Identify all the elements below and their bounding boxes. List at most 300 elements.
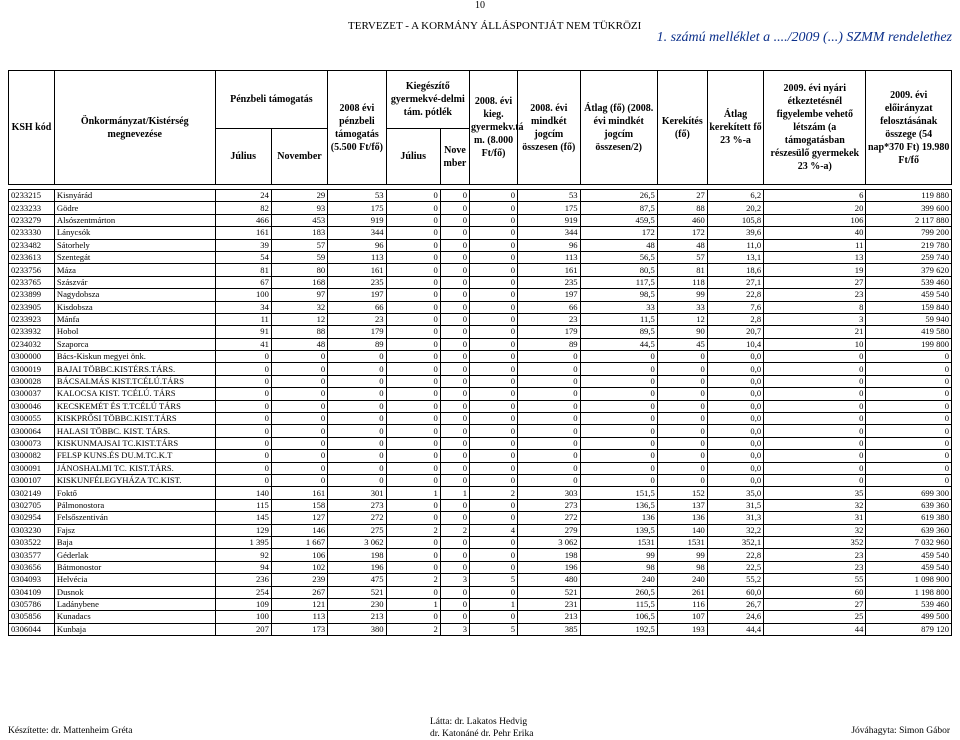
cell-value: 40	[764, 227, 866, 239]
cell-value: 8	[764, 301, 866, 313]
cell-value: 459 540	[866, 549, 952, 561]
cell-value: 106	[764, 214, 866, 226]
cell-value: 0	[440, 251, 469, 263]
col-group-penz: Pénzbeli támogatás	[215, 71, 328, 129]
cell-value: 0	[386, 276, 440, 288]
cell-value: 0,0	[707, 450, 763, 462]
cell-value: 0	[271, 450, 327, 462]
table-row	[9, 425, 952, 437]
cell-name: Gödre	[54, 202, 215, 214]
cell-value: 0	[518, 388, 581, 400]
cell-value: 0	[440, 425, 469, 437]
cell-value: 192,5	[580, 623, 657, 635]
cell-name: KECSKEMÉT ÉS T.TCÉLÚ TÁRS	[54, 400, 215, 412]
cell-value: 475	[328, 574, 386, 586]
cell-value: 13	[764, 251, 866, 263]
cell-name: Foktő	[54, 487, 215, 499]
cell-value: 173	[271, 623, 327, 635]
cell-value: 0	[386, 251, 440, 263]
table-row	[9, 561, 952, 573]
col-rounded: Kerekítés (fő)	[657, 71, 707, 185]
cell-value: 113	[518, 251, 581, 263]
cell-value: 139,5	[580, 524, 657, 536]
cell-value: 88	[271, 326, 327, 338]
cell-ksh-code: 0300055	[9, 413, 55, 425]
cell-value: 0	[386, 474, 440, 486]
cell-value: 0	[764, 375, 866, 387]
cell-value: 31	[764, 512, 866, 524]
table-row	[9, 202, 952, 214]
cell-value: 115	[215, 499, 271, 511]
cell-value: 199 800	[866, 338, 952, 350]
cell-value: 193	[657, 623, 707, 635]
cell-value: 0	[440, 611, 469, 623]
cell-value: 0	[440, 536, 469, 548]
cell-value: 275	[328, 524, 386, 536]
cell-name: Máza	[54, 264, 215, 276]
cell-value: 2	[386, 574, 440, 586]
table-row	[9, 276, 952, 288]
cell-value: 260,5	[580, 586, 657, 598]
cell-ksh-code: 0300107	[9, 474, 55, 486]
cell-value: 0	[215, 462, 271, 474]
cell-value: 466	[215, 214, 271, 226]
cell-value: 179	[518, 326, 581, 338]
cell-value: 239	[271, 574, 327, 586]
cell-value: 0	[580, 462, 657, 474]
cell-value: 60	[764, 586, 866, 598]
cell-ksh-code: 0302954	[9, 512, 55, 524]
cell-name: JÁNOSHALMI TC. KIST.TÁRS.	[54, 462, 215, 474]
cell-value: 0,0	[707, 375, 763, 387]
table-row	[9, 574, 952, 586]
cell-name: Bátmonostor	[54, 561, 215, 573]
cell-ksh-code: 0300046	[9, 400, 55, 412]
cell-value: 0	[580, 363, 657, 375]
cell-value: 0	[386, 586, 440, 598]
cell-value: 0	[470, 276, 518, 288]
cell-value: 0	[328, 363, 386, 375]
cell-name: KISKUNMAJSAI TC.KIST.TÁRS	[54, 437, 215, 449]
cell-value: 161	[328, 264, 386, 276]
cell-ksh-code: 0233905	[9, 301, 55, 313]
cell-value: 0	[580, 388, 657, 400]
table-row	[9, 499, 952, 511]
cell-ksh-code: 0300037	[9, 388, 55, 400]
table-row	[9, 351, 952, 363]
cell-value: 140	[215, 487, 271, 499]
cell-value: 0	[764, 450, 866, 462]
cell-name: Pálmonostora	[54, 499, 215, 511]
cell-value: 1	[440, 487, 469, 499]
cell-value: 0	[386, 301, 440, 313]
cell-value: 105,8	[707, 214, 763, 226]
table-row	[9, 524, 952, 536]
cell-value: 0	[866, 400, 952, 412]
cell-value: 279	[518, 524, 581, 536]
cell-value: 44,5	[580, 338, 657, 350]
cell-value: 0	[386, 338, 440, 350]
col-name: Önkormányzat/Kistérség megnevezése	[54, 71, 215, 185]
cell-value: 0	[866, 351, 952, 363]
cell-value: 0	[386, 400, 440, 412]
cell-value: 1	[386, 487, 440, 499]
cell-value: 0	[470, 251, 518, 263]
cell-ksh-code: 0300082	[9, 450, 55, 462]
col-avg23: Átlag kerekített fő 23 %-a	[707, 71, 763, 185]
cell-value: 0	[580, 474, 657, 486]
cell-value: 0	[440, 363, 469, 375]
cell-value: 198	[518, 549, 581, 561]
cell-value: 12	[271, 313, 327, 325]
cell-ksh-code: 0300028	[9, 375, 55, 387]
cell-value: 13,1	[707, 251, 763, 263]
cell-value: 32	[764, 524, 866, 536]
cell-value: 0	[470, 351, 518, 363]
cell-ksh-code: 0233215	[9, 190, 55, 202]
cell-value: 0	[386, 239, 440, 251]
cell-value: 0	[657, 388, 707, 400]
cell-value: 0	[657, 375, 707, 387]
cell-value: 235	[518, 276, 581, 288]
cell-value: 0	[657, 363, 707, 375]
cell-value: 919	[518, 214, 581, 226]
cell-value: 453	[271, 214, 327, 226]
cell-value: 0	[386, 413, 440, 425]
cell-value: 22,5	[707, 561, 763, 573]
cell-ksh-code: 0233756	[9, 264, 55, 276]
cell-value: 0	[657, 413, 707, 425]
cell-value: 0	[386, 437, 440, 449]
cell-value: 0	[215, 375, 271, 387]
cell-value: 0	[470, 301, 518, 313]
cell-value: 59	[271, 251, 327, 263]
cell-value: 0	[328, 450, 386, 462]
cell-value: 0	[328, 388, 386, 400]
cell-ksh-code: 0233923	[9, 313, 55, 325]
cell-value: 0	[518, 375, 581, 387]
cell-value: 480	[518, 574, 581, 586]
table-row	[9, 450, 952, 462]
cell-value: 10,4	[707, 338, 763, 350]
cell-value: 207	[215, 623, 271, 635]
table-row	[9, 363, 952, 375]
cell-value: 152	[657, 487, 707, 499]
cell-name: Alsószentmárton	[54, 214, 215, 226]
cell-name: Helvécia	[54, 574, 215, 586]
cell-name: Kisdobsza	[54, 301, 215, 313]
cell-value: 0	[470, 338, 518, 350]
cell-value: 0	[386, 425, 440, 437]
cell-name: BAJAI TÖBBC.KISTÉRS.TÁRS.	[54, 363, 215, 375]
cell-value: 11	[215, 313, 271, 325]
cell-value: 0	[470, 214, 518, 226]
cell-value: 161	[215, 227, 271, 239]
cell-value: 0	[440, 561, 469, 573]
cell-value: 521	[328, 586, 386, 598]
cell-value: 0	[328, 375, 386, 387]
cell-value: 0	[386, 611, 440, 623]
cell-value: 303	[518, 487, 581, 499]
cell-name: Szászvár	[54, 276, 215, 288]
cell-value: 0	[328, 437, 386, 449]
cell-value: 100	[215, 611, 271, 623]
cell-value: 0	[440, 598, 469, 610]
cell-value: 231	[518, 598, 581, 610]
cell-ksh-code: 0300091	[9, 462, 55, 474]
cell-value: 11	[764, 239, 866, 251]
cell-value: 272	[328, 512, 386, 524]
cell-value: 175	[328, 202, 386, 214]
cell-value: 172	[657, 227, 707, 239]
cell-value: 179	[328, 326, 386, 338]
cell-name: Kunadacs	[54, 611, 215, 623]
cell-value: 116	[657, 598, 707, 610]
cell-value: 196	[328, 561, 386, 573]
cell-value: 80	[271, 264, 327, 276]
cell-value: 261	[657, 586, 707, 598]
cell-ksh-code: 0234032	[9, 338, 55, 350]
cell-value: 0,0	[707, 351, 763, 363]
table-row	[9, 388, 952, 400]
cell-value: 0	[518, 474, 581, 486]
cell-value: 93	[271, 202, 327, 214]
cell-value: 161	[271, 487, 327, 499]
cell-value: 0	[440, 214, 469, 226]
cell-value: 0	[470, 388, 518, 400]
cell-value: 0	[440, 227, 469, 239]
cell-value: 0	[580, 400, 657, 412]
cell-value: 0	[518, 425, 581, 437]
cell-value: 230	[328, 598, 386, 610]
cell-value: 92	[215, 549, 271, 561]
cell-value: 55	[764, 574, 866, 586]
cell-value: 0	[470, 202, 518, 214]
cell-value: 213	[518, 611, 581, 623]
cell-name: KISKUNFÉLEGYHÁZA TC.KIST.	[54, 474, 215, 486]
cell-value: 0	[518, 462, 581, 474]
cell-value: 0,0	[707, 474, 763, 486]
cell-value: 20,7	[707, 326, 763, 338]
cell-value: 0	[440, 512, 469, 524]
cell-value: 39,6	[707, 227, 763, 239]
cell-value: 91	[215, 326, 271, 338]
cell-value: 0	[215, 388, 271, 400]
cell-value: 0	[386, 375, 440, 387]
cell-value: 136	[580, 512, 657, 524]
cell-value: 380	[328, 623, 386, 635]
cell-name: Fajsz	[54, 524, 215, 536]
cell-value: 0	[440, 413, 469, 425]
cell-value: 3	[440, 623, 469, 635]
cell-value: 419 580	[866, 326, 952, 338]
cell-name: Mánfa	[54, 313, 215, 325]
cell-value: 0	[440, 190, 469, 202]
cell-value: 0	[440, 202, 469, 214]
cell-value: 136	[657, 512, 707, 524]
cell-value: 1 395	[215, 536, 271, 548]
cell-value: 0,0	[707, 462, 763, 474]
cell-value: 0	[215, 425, 271, 437]
cell-value: 352,1	[707, 536, 763, 548]
cell-value: 118	[657, 276, 707, 288]
cell-value: 0	[518, 351, 581, 363]
cell-name: Dusnok	[54, 586, 215, 598]
cell-value: 55,2	[707, 574, 763, 586]
cell-value: 89	[328, 338, 386, 350]
cell-value: 127	[271, 512, 327, 524]
cell-value: 301	[328, 487, 386, 499]
cell-value: 53	[518, 190, 581, 202]
cell-value: 115,5	[580, 598, 657, 610]
col-alloc2009: 2009. évi előirányzat felosztásának összege (54 nap*370 Ft) 19.980 Ft/fő	[866, 71, 952, 185]
table-row	[9, 623, 952, 635]
table-row	[9, 549, 952, 561]
cell-value: 539 460	[866, 276, 952, 288]
cell-value: 53	[328, 190, 386, 202]
cell-value: 87,5	[580, 202, 657, 214]
cell-ksh-code: 0306044	[9, 623, 55, 635]
cell-value: 3 062	[328, 536, 386, 548]
cell-value: 0	[470, 611, 518, 623]
cell-value: 0	[440, 474, 469, 486]
cell-value: 48	[657, 239, 707, 251]
cell-value: 172	[580, 227, 657, 239]
cell-value: 81	[657, 264, 707, 276]
cell-value: 109	[215, 598, 271, 610]
table-row	[9, 289, 952, 301]
cell-value: 0	[518, 450, 581, 462]
cell-value: 27,1	[707, 276, 763, 288]
cell-value: 0,0	[707, 425, 763, 437]
cell-value: 7 032 960	[866, 536, 952, 548]
cell-value: 41	[215, 338, 271, 350]
cell-value: 0	[386, 363, 440, 375]
cell-value: 48	[580, 239, 657, 251]
cell-value: 82	[215, 202, 271, 214]
cell-value: 140	[657, 524, 707, 536]
col-ksh: KSH kód	[9, 71, 55, 185]
cell-value: 0	[866, 363, 952, 375]
cell-value: 57	[657, 251, 707, 263]
cell-value: 0	[440, 388, 469, 400]
cell-value: 0	[866, 462, 952, 474]
cell-value: 639 360	[866, 524, 952, 536]
cell-value: 272	[518, 512, 581, 524]
cell-value: 0	[440, 301, 469, 313]
cell-value: 1 098 900	[866, 574, 952, 586]
cell-value: 100	[215, 289, 271, 301]
cell-value: 0	[440, 462, 469, 474]
cell-value: 158	[271, 499, 327, 511]
table-body	[9, 190, 952, 636]
table-row	[9, 264, 952, 276]
cell-value: 97	[271, 289, 327, 301]
cell-value: 0	[215, 363, 271, 375]
cell-name: BÁCSALMÁS KIST.TCÉLÚ.TÁRS	[54, 375, 215, 387]
cell-value: 26,5	[580, 190, 657, 202]
col-kieg2008: 2008. évi kieg. gyermekv.tá m. (8.000 Ft/fő)	[470, 71, 518, 185]
cell-value: 0	[271, 388, 327, 400]
cell-value: 0	[440, 437, 469, 449]
cell-value: 0	[440, 289, 469, 301]
cell-value: 0	[440, 276, 469, 288]
cell-value: 344	[518, 227, 581, 239]
cell-value: 1	[386, 598, 440, 610]
cell-value: 81	[215, 264, 271, 276]
seen-by-line2: dr. Katonáné dr. Pehr Erika	[430, 729, 534, 739]
cell-value: 273	[328, 499, 386, 511]
cell-value: 23	[518, 313, 581, 325]
cell-value: 619 380	[866, 512, 952, 524]
cell-value: 3	[764, 313, 866, 325]
cell-value: 0	[866, 425, 952, 437]
cell-value: 0	[271, 400, 327, 412]
cell-value: 0	[328, 425, 386, 437]
cell-name: FELSP KUNS.ÉS DU.M.TC.K.T	[54, 450, 215, 462]
cell-ksh-code: 0233613	[9, 251, 55, 263]
annex-title: 1. számú melléklet a ..../2009 (...) SZMM rendelethez	[656, 30, 952, 45]
cell-value: 0	[328, 474, 386, 486]
cell-value: 0	[271, 462, 327, 474]
col-kieg-nov: Nove mber	[440, 129, 469, 185]
cell-value: 0	[386, 512, 440, 524]
cell-value: 0	[215, 413, 271, 425]
cell-value: 799 200	[866, 227, 952, 239]
cell-value: 96	[518, 239, 581, 251]
cell-value: 699 300	[866, 487, 952, 499]
cell-value: 0	[440, 375, 469, 387]
col-penz-jul: Július	[215, 129, 271, 185]
cell-value: 32	[764, 499, 866, 511]
cell-value: 98	[580, 561, 657, 573]
cell-name: Hobol	[54, 326, 215, 338]
cell-value: 0	[440, 313, 469, 325]
cell-value: 0	[386, 351, 440, 363]
cell-ksh-code: 0300000	[9, 351, 55, 363]
cell-value: 0	[215, 450, 271, 462]
cell-value: 0	[866, 388, 952, 400]
cell-value: 0	[386, 313, 440, 325]
cell-ksh-code: 0233233	[9, 202, 55, 214]
cell-value: 3	[440, 574, 469, 586]
cell-value: 23	[764, 561, 866, 573]
cell-value: 352	[764, 536, 866, 548]
cell-value: 0	[386, 326, 440, 338]
cell-value: 0	[328, 413, 386, 425]
cell-value: 0	[440, 586, 469, 598]
cell-value: 0	[580, 450, 657, 462]
cell-name: Felsőszentiván	[54, 512, 215, 524]
cell-value: 0	[470, 190, 518, 202]
cell-value: 89,5	[580, 326, 657, 338]
cell-value: 198	[328, 549, 386, 561]
cell-value: 66	[518, 301, 581, 313]
cell-value: 6	[764, 190, 866, 202]
cell-ksh-code: 0233482	[9, 239, 55, 251]
cell-value: 11,5	[580, 313, 657, 325]
cell-value: 12	[657, 313, 707, 325]
table-row	[9, 214, 952, 226]
cell-name: Szentegát	[54, 251, 215, 263]
cell-value: 0	[657, 437, 707, 449]
cell-value: 0	[386, 450, 440, 462]
cell-value: 27	[764, 276, 866, 288]
cell-value: 0	[518, 400, 581, 412]
col-summer2009: 2009. évi nyári étkeztetésnél figyelembe vehető létszám (a támogatásban részesülő gyermekek 23 %-a)	[764, 71, 866, 185]
cell-value: 259 740	[866, 251, 952, 263]
cell-value: 0	[470, 326, 518, 338]
